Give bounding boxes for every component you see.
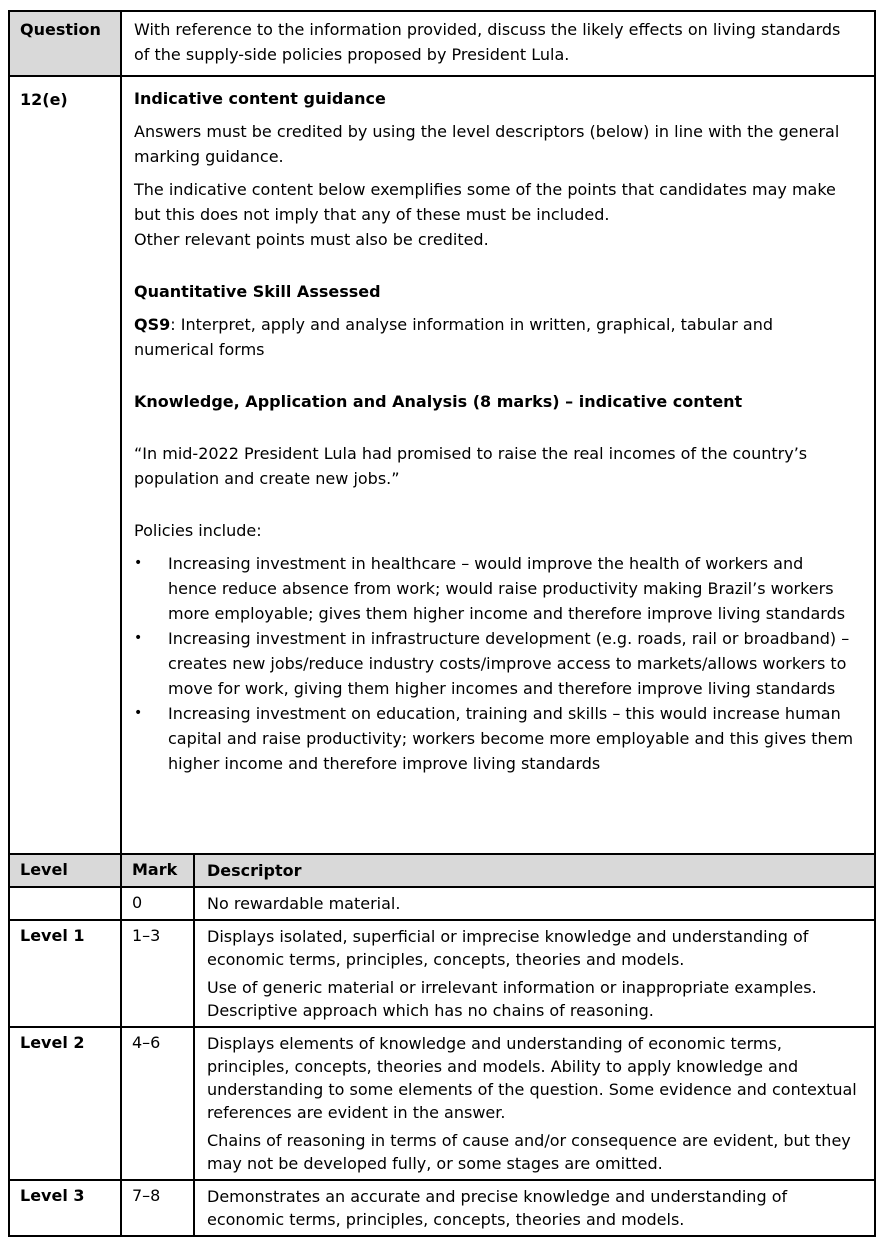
- descriptor-paragraph: Displays elements of knowledge and understanding of economic terms, principles, concepts, theories and models. Ability to apply knowledge and understanding to some elements of the question. Some evidence and contextual references are evident in the answer.: [207, 1034, 857, 1122]
- question-table: [8, 10, 876, 855]
- qs-code: QS9: [134, 315, 171, 334]
- descriptor-paragraph: Chains of reasoning in terms of cause and/or consequence are evident, but they may not be developed fully, or some stages are omitted.: [207, 1131, 851, 1173]
- question-text-cell: With reference to the information provided, discuss the likely effects on living standards of the supply-side policies proposed by President Lula.: [121, 11, 875, 76]
- bullet-icon: •: [134, 705, 143, 721]
- indicative-content-row: [9, 76, 875, 854]
- levels-table: [8, 853, 876, 1237]
- source-quote: “In mid-2022 President Lula had promised to raise the real incomes of the country’s population and create new jobs.”: [134, 444, 808, 488]
- policy-item-infrastructure: [134, 626, 856, 701]
- descriptor-paragraph: Demonstrates an accurate and precise knowledge and understanding of economic terms, principles, concepts, theories and models.: [207, 1187, 788, 1229]
- question-number-cell: 12(e): [9, 76, 121, 854]
- bullet-icon: •: [134, 555, 143, 571]
- policy-item-text: Increasing investment in healthcare – would improve the health of workers and hence reduce absence from work; would raise productivity making Brazil’s workers more employable; gives them higher income and therefore improve living standards: [168, 554, 846, 623]
- descriptor-cell: [194, 1180, 875, 1236]
- exemplify-note-line2: Other relevant points must also be credited.: [134, 230, 489, 249]
- bullet-icon: •: [134, 630, 143, 646]
- kaa-title: Knowledge, Application and Analysis (8 marks) – indicative content: [134, 392, 743, 411]
- credit-note: Answers must be credited by using the level descriptors (below) in line with the general marking guidance.: [134, 122, 840, 166]
- exemplify-note-line1: The indicative content below exemplifies some of the points that candidates may make but this does not imply that any of these must be included.: [134, 180, 836, 224]
- mark-cell: 0: [121, 887, 194, 920]
- mark-cell: 4–6: [121, 1027, 194, 1180]
- quantitative-skill-title: Quantitative Skill Assessed: [134, 282, 381, 301]
- mark-cell: 7–8: [121, 1180, 194, 1236]
- level-cell: Level 2: [9, 1027, 121, 1180]
- descriptor-column-header: Descriptor: [194, 854, 875, 887]
- question-header-cell: Question: [9, 11, 121, 76]
- level-column-header: Level: [9, 854, 121, 887]
- question-row: [9, 11, 875, 76]
- descriptor-paragraph: Displays isolated, superficial or imprecise knowledge and understanding of economic terms, principles, concepts, theories and models.: [207, 927, 809, 969]
- descriptor-cell: [194, 920, 875, 1027]
- guidance-title: Indicative content guidance: [134, 89, 386, 108]
- level-row-3: [9, 1180, 875, 1236]
- indicative-content-cell: [121, 76, 875, 854]
- quantitative-skill-text: [134, 312, 856, 362]
- level-row-zero: [9, 887, 875, 920]
- descriptor-paragraph: Use of generic material or irrelevant information or inappropriate examples. Descriptive approach which has no chains of reasoning.: [207, 978, 817, 1020]
- policies-intro: Policies include:: [134, 521, 262, 540]
- levels-header-row: [9, 854, 875, 887]
- level-cell: [9, 887, 121, 920]
- policy-item-text: Increasing investment in infrastructure development (e.g. roads, rail or broadband) – creates new jobs/reduce industry costs/improve access to markets/allows workers to move for work, giving them higher incomes and therefore improve living standards: [168, 629, 850, 698]
- descriptor-paragraph: No rewardable material.: [207, 894, 401, 913]
- mark-cell: 1–3: [121, 920, 194, 1027]
- level-row-1: [9, 920, 875, 1027]
- level-cell: Level 3: [9, 1180, 121, 1236]
- policy-item-education: [134, 701, 856, 776]
- qs-description: : Interpret, apply and analyse information in written, graphical, tabular and numerical forms: [134, 315, 774, 359]
- descriptor-cell: [194, 1027, 875, 1180]
- exemplify-note: [134, 177, 856, 252]
- policy-item-healthcare: [134, 551, 856, 626]
- level-cell: Level 1: [9, 920, 121, 1027]
- policy-item-text: Increasing investment on education, training and skills – this would increase human capital and raise productivity; workers become more employable and this gives them higher income and therefore improve living standards: [168, 704, 854, 773]
- level-row-2: [9, 1027, 875, 1180]
- descriptor-cell: [194, 887, 875, 920]
- policy-list: [134, 551, 856, 776]
- mark-column-header: Mark: [121, 854, 194, 887]
